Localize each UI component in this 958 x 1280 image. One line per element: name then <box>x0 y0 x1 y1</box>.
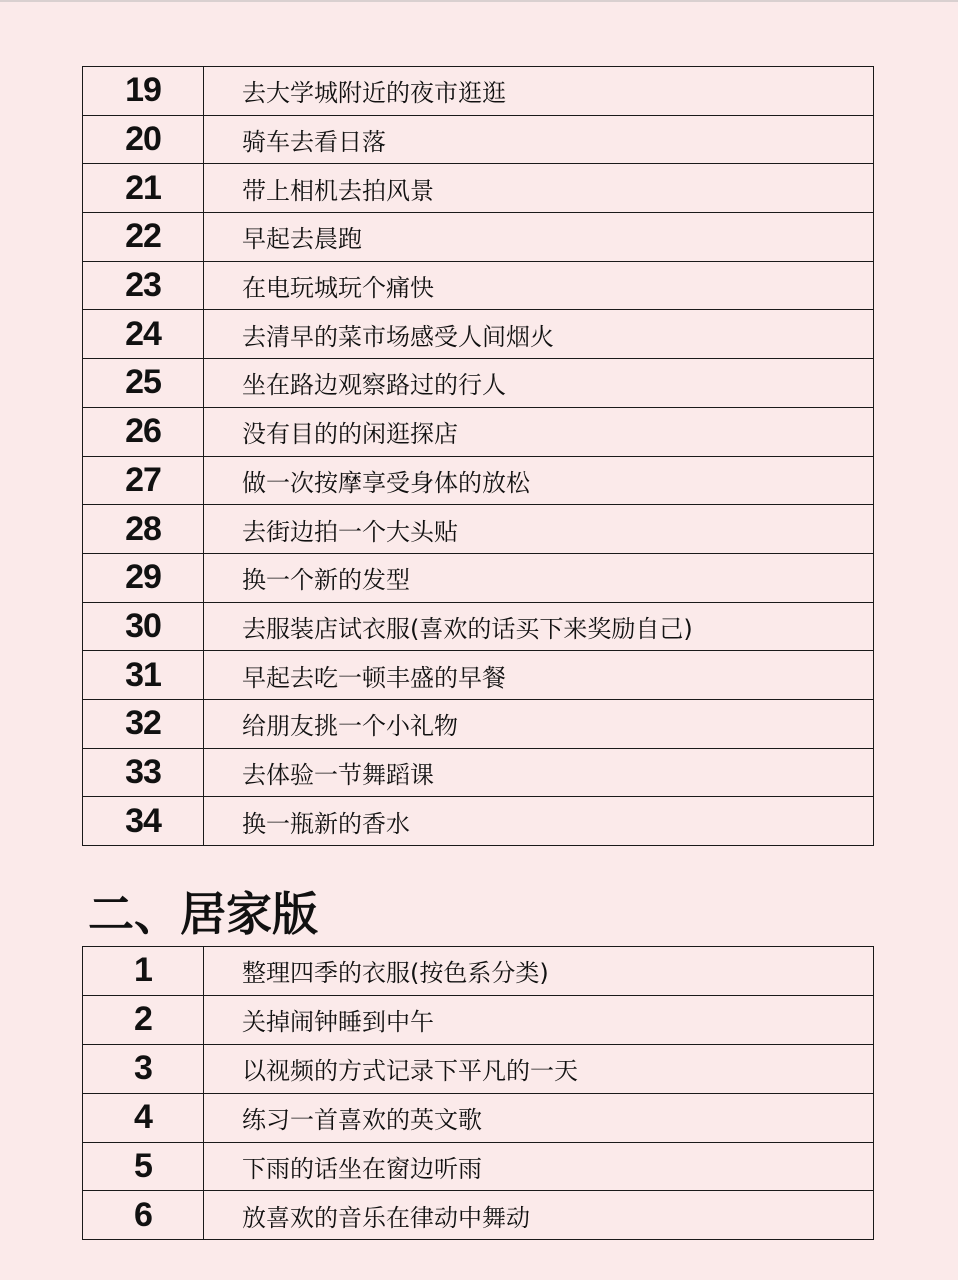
table-row <box>83 651 874 700</box>
table-row <box>83 164 874 213</box>
item-number: 28 <box>83 505 204 554</box>
table-row <box>83 602 874 651</box>
item-text: 早起去吃一顿丰盛的早餐 <box>204 651 874 700</box>
item-text: 骑车去看日落 <box>204 115 874 164</box>
table-row <box>83 1191 874 1240</box>
activity-table-home <box>82 946 874 1240</box>
item-number: 24 <box>83 310 204 359</box>
table-row <box>83 797 874 846</box>
table-row <box>83 115 874 164</box>
item-number: 27 <box>83 456 204 505</box>
table-row <box>83 67 874 116</box>
activity-table-body <box>83 947 874 1240</box>
table-row <box>83 699 874 748</box>
item-number: 22 <box>83 213 204 262</box>
item-text: 关掉闹钟睡到中午 <box>204 995 874 1044</box>
item-text: 换一瓶新的香水 <box>204 797 874 846</box>
item-text: 下雨的话坐在窗边听雨 <box>204 1142 874 1191</box>
item-number: 25 <box>83 359 204 408</box>
item-text: 整理四季的衣服(按色系分类) <box>204 947 874 996</box>
item-text: 早起去晨跑 <box>204 213 874 262</box>
item-text: 没有目的的闲逛探店 <box>204 407 874 456</box>
table-row <box>83 553 874 602</box>
item-number: 33 <box>83 748 204 797</box>
section-title: 二、居家版 <box>88 887 318 941</box>
table-row <box>83 505 874 554</box>
table-row <box>83 407 874 456</box>
table-row <box>83 1142 874 1191</box>
table-row <box>83 995 874 1044</box>
item-number: 2 <box>83 995 204 1044</box>
table-row <box>83 456 874 505</box>
item-number: 20 <box>83 115 204 164</box>
item-text: 去体验一节舞蹈课 <box>204 748 874 797</box>
table-row <box>83 748 874 797</box>
item-number: 34 <box>83 797 204 846</box>
item-text: 坐在路边观察路过的行人 <box>204 359 874 408</box>
item-text: 给朋友挑一个小礼物 <box>204 699 874 748</box>
item-number: 6 <box>83 1191 204 1240</box>
activity-table-outdoor <box>82 66 874 846</box>
table-row <box>83 213 874 262</box>
item-text: 以视频的方式记录下平凡的一天 <box>204 1044 874 1093</box>
activity-table-body <box>83 67 874 846</box>
item-text: 练习一首喜欢的英文歌 <box>204 1093 874 1142</box>
table-row <box>83 310 874 359</box>
item-number: 31 <box>83 651 204 700</box>
table-row <box>83 1044 874 1093</box>
item-number: 29 <box>83 553 204 602</box>
item-text: 去街边拍一个大头贴 <box>204 505 874 554</box>
item-number: 23 <box>83 261 204 310</box>
item-number: 3 <box>83 1044 204 1093</box>
item-number: 26 <box>83 407 204 456</box>
item-text: 去大学城附近的夜市逛逛 <box>204 67 874 116</box>
item-text: 放喜欢的音乐在律动中舞动 <box>204 1191 874 1240</box>
item-number: 5 <box>83 1142 204 1191</box>
item-text: 去服装店试衣服(喜欢的话买下来奖励自己) <box>204 602 874 651</box>
item-number: 1 <box>83 947 204 996</box>
item-text: 做一次按摩享受身体的放松 <box>204 456 874 505</box>
table-row <box>83 1093 874 1142</box>
item-text: 带上相机去拍风景 <box>204 164 874 213</box>
item-number: 30 <box>83 602 204 651</box>
top-divider <box>0 0 958 2</box>
item-text: 去清早的菜市场感受人间烟火 <box>204 310 874 359</box>
item-number: 21 <box>83 164 204 213</box>
item-number: 19 <box>83 67 204 116</box>
table-row <box>83 359 874 408</box>
table-row <box>83 947 874 996</box>
item-number: 4 <box>83 1093 204 1142</box>
item-number: 32 <box>83 699 204 748</box>
item-text: 换一个新的发型 <box>204 553 874 602</box>
table-row <box>83 261 874 310</box>
item-text: 在电玩城玩个痛快 <box>204 261 874 310</box>
